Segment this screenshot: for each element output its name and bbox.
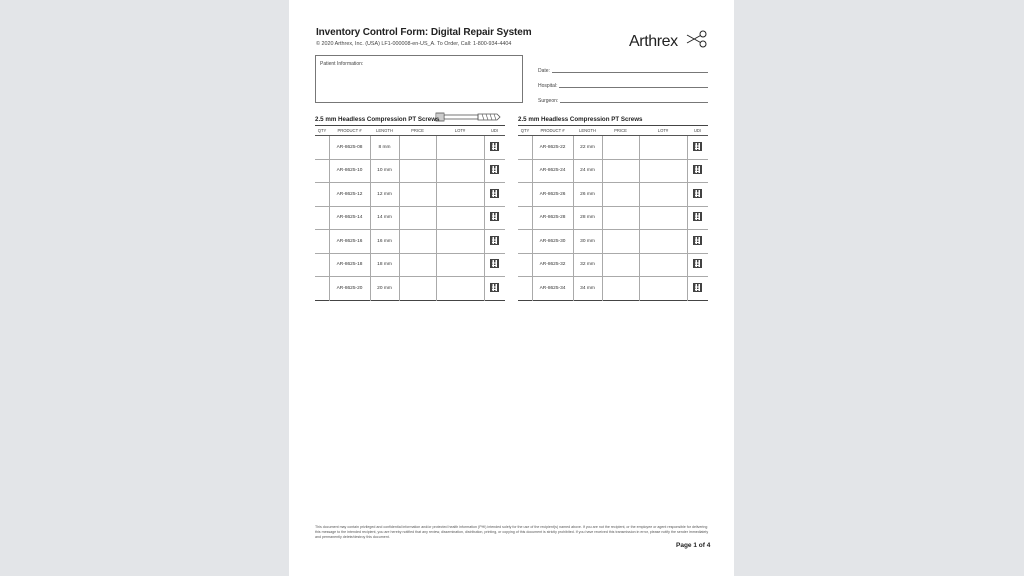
lot-cell[interactable] [436,277,484,301]
qty-cell[interactable] [315,136,329,160]
table-row [315,206,505,230]
patient-information-label: Patient Information: [320,61,364,67]
qr-code-icon [490,259,499,268]
patient-information-box[interactable] [315,55,523,103]
lot-cell[interactable] [436,159,484,183]
length-cell: 32 mm [573,253,602,277]
table-row [518,230,708,254]
arthrex-logo [629,30,719,54]
table-row [315,159,505,183]
lot-cell[interactable] [639,136,687,160]
qty-cell[interactable] [315,159,329,183]
price-cell[interactable] [602,206,639,230]
length-cell: 30 mm [573,230,602,254]
udi-cell [484,183,505,207]
form-subtitle: © 2020 Arthrex, Inc. (USA) LF1-000008-en-US_A. To Order, Call: 1-800-934-4404 [316,41,512,47]
length-cell: 8 mm [370,136,399,160]
price-cell[interactable] [602,159,639,183]
price-cell[interactable] [399,159,436,183]
qr-code-icon [693,283,702,292]
product-cell: AR-8625-14 [329,206,370,230]
price-cell[interactable] [399,230,436,254]
qr-code-icon [490,165,499,174]
qr-code-icon [693,212,702,221]
lot-cell[interactable] [436,183,484,207]
price-cell[interactable] [602,230,639,254]
column-header-price: PRICE [602,126,639,136]
hospital-label: Hospital: [538,83,558,89]
qr-code-icon [693,236,702,245]
udi-cell [484,159,505,183]
date-field[interactable] [538,59,708,74]
qr-code-icon [693,259,702,268]
inventory-table [315,125,505,301]
length-cell: 12 mm [370,183,399,207]
page-number: Page 1 of 4 [676,542,711,549]
product-cell: AR-8625-34 [532,277,573,301]
product-cell: AR-8625-16 [329,230,370,254]
qty-cell[interactable] [315,253,329,277]
udi-cell [687,230,708,254]
length-cell: 10 mm [370,159,399,183]
date-line [552,72,708,73]
product-cell: AR-8625-28 [532,206,573,230]
udi-cell [484,206,505,230]
qty-cell[interactable] [315,206,329,230]
column-header-lot: LOT# [436,126,484,136]
udi-cell [687,206,708,230]
qr-code-icon [693,142,702,151]
lot-cell[interactable] [639,253,687,277]
table-row [518,253,708,277]
length-cell: 24 mm [573,159,602,183]
length-cell: 22 mm [573,136,602,160]
price-cell[interactable] [399,136,436,160]
date-label: Date: [538,68,550,74]
document-page [289,0,734,576]
lot-cell[interactable] [639,277,687,301]
surgeon-line [560,102,708,103]
screw-table-left [315,116,505,301]
table-row [518,136,708,160]
screw-icon [435,112,501,122]
qty-cell[interactable] [518,206,532,230]
udi-cell [484,230,505,254]
column-header-length: LENGTH [370,126,399,136]
column-header-qty: QTY [518,126,532,136]
udi-cell [687,253,708,277]
table-row [315,183,505,207]
product-cell: AR-8625-30 [532,230,573,254]
product-cell: AR-8625-08 [329,136,370,160]
price-cell[interactable] [399,277,436,301]
qr-code-icon [693,189,702,198]
table-title: 2.5 mm Headless Compression PT Screws [518,116,643,123]
qr-code-icon [490,236,499,245]
price-cell[interactable] [399,206,436,230]
product-cell: AR-8625-20 [329,277,370,301]
price-cell[interactable] [602,136,639,160]
udi-cell [687,136,708,160]
product-cell: AR-8625-10 [329,159,370,183]
length-cell: 18 mm [370,253,399,277]
table-header-row [518,126,708,136]
qr-code-icon [490,212,499,221]
length-cell: 14 mm [370,206,399,230]
table-header-row [315,126,505,136]
form-title: Inventory Control Form: Digital Repair System [316,27,532,38]
length-cell: 34 mm [573,277,602,301]
lot-cell[interactable] [436,230,484,254]
udi-cell [687,277,708,301]
column-header-udi: UDI [687,126,708,136]
qty-cell[interactable] [518,277,532,301]
column-header-length: LENGTH [573,126,602,136]
table-row [315,277,505,301]
udi-cell [687,183,708,207]
lot-cell[interactable] [436,136,484,160]
udi-cell [484,277,505,301]
confidentiality-disclaimer: This document may contain privileged and confidential information and/or protected health information (PHI) intended solely for the use of the recipient(s) named above. If you are not the recipient, or the employee or agent responsible for delivering this message to the intended recipient, you are hereby notified that any review, dissemination, distribution, printing, or copying of this document is strictly prohibited. If you have received this transmission in error, please notify the sender immediately and permanently delete/destroy this document. [315,525,709,539]
qty-cell[interactable] [518,159,532,183]
hospital-field[interactable] [538,74,708,89]
form-fields [538,59,708,104]
logo-text: Arthrex [629,33,678,50]
price-cell[interactable] [399,183,436,207]
table-row [518,277,708,301]
udi-cell [687,159,708,183]
price-cell[interactable] [602,183,639,207]
column-header-product: PRODUCT # [532,126,573,136]
lot-cell[interactable] [639,230,687,254]
product-cell: AR-8625-12 [329,183,370,207]
lot-cell[interactable] [436,253,484,277]
column-header-price: PRICE [399,126,436,136]
inventory-table [518,125,708,301]
column-header-product: PRODUCT # [329,126,370,136]
product-cell: AR-8625-22 [532,136,573,160]
qty-cell[interactable] [315,183,329,207]
lot-cell[interactable] [639,206,687,230]
product-cell: AR-8625-26 [532,183,573,207]
qr-code-icon [490,142,499,151]
column-header-udi: UDI [484,126,505,136]
surgeon-field[interactable] [538,89,708,104]
qty-cell[interactable] [518,230,532,254]
price-cell[interactable] [602,277,639,301]
qr-code-icon [490,283,499,292]
column-header-qty: QTY [315,126,329,136]
table-row [315,230,505,254]
table-row [315,253,505,277]
lot-cell[interactable] [436,206,484,230]
lot-cell[interactable] [639,183,687,207]
product-cell: AR-8625-18 [329,253,370,277]
qty-cell[interactable] [315,230,329,254]
product-cell: AR-8625-32 [532,253,573,277]
table-row [518,206,708,230]
qr-code-icon [490,189,499,198]
price-cell[interactable] [602,253,639,277]
scissors-icon [685,27,709,51]
product-cell: AR-8625-24 [532,159,573,183]
table-title: 2.5 mm Headless Compression PT Screws [315,116,440,123]
price-cell[interactable] [399,253,436,277]
qty-cell[interactable] [315,277,329,301]
table-row [518,183,708,207]
column-header-lot: LOT# [639,126,687,136]
length-cell: 26 mm [573,183,602,207]
table-row [315,136,505,160]
hospital-line [559,87,708,88]
lot-cell[interactable] [639,159,687,183]
udi-cell [484,253,505,277]
screw-table-right [518,116,708,301]
surgeon-label: Surgeon: [538,98,559,104]
qty-cell[interactable] [518,253,532,277]
qty-cell[interactable] [518,136,532,160]
qty-cell[interactable] [518,183,532,207]
length-cell: 16 mm [370,230,399,254]
qr-code-icon [693,165,702,174]
udi-cell [484,136,505,160]
length-cell: 20 mm [370,277,399,301]
length-cell: 28 mm [573,206,602,230]
table-row [518,159,708,183]
